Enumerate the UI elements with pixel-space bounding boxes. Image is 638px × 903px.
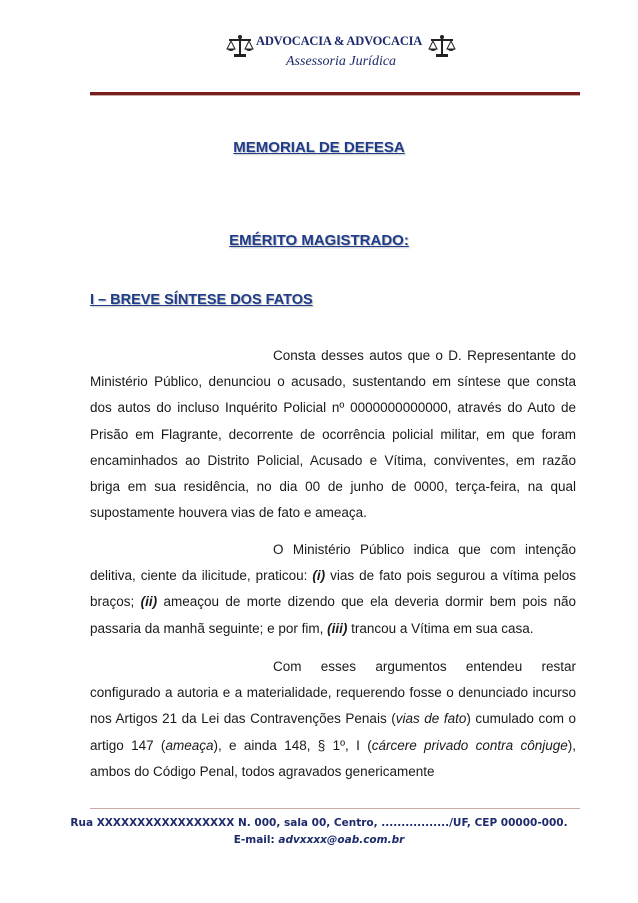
footer-contact	[0, 834, 638, 846]
brand-title: ADVOCACIA & ADVOCACIA	[256, 34, 423, 48]
document-title: MEMORIAL DE DEFESA	[233, 139, 405, 156]
paragraph-2: O Ministério Público indica que com intenção delitiva, ciente da ilicitude, praticou: (i) vias de fato pois segurou a vítima pelos braços; (ii) ameaçou de morte dizendo que ela deveria dormir bem pois não passaria da manhã seguinte; e por fim, (iii) trancou a Vítima em sua casa.	[90, 542, 576, 636]
salutation: EMÉRITO MAGISTRADO:	[229, 232, 409, 249]
email-label: E-mail:	[233, 834, 279, 846]
paragraph-3: Com esses argumentos entendeu restar configurado a autoria e a materialidade, requerendo fosse o denunciado incurso nos Artigos 21 da Lei das Contravenções Penais (vias de fato) cumulado com o artigo 147 (ameaça), e ainda 148, § 1º, I (cárcere privado contra cônjuge), ambos do Código Penal, todos agravados genericamente	[90, 659, 577, 779]
footer-address: Rua XXXXXXXXXXXXXXXXX N. 000, sala 00, Centro, ................./UF, CEP 00000-000.	[70, 817, 568, 829]
email-address[interactable]: advxxxx@oab.com.br	[278, 834, 405, 846]
scales-of-justice-icon	[428, 34, 456, 58]
paragraph-1: Consta desses autos que o D. Representante do Ministério Público, denunciou o acusado, sustentando em síntese que consta dos autos do incluso Inquérito Policial nº 0000000000000, através do Auto de Prisão em Flagrante, decorrente de ocorrência policial militar, em que foram encaminhados ao Distrito Policial, Acusado e Vítima, conviventes, em razão briga em sua residência, no dia 00 de junho de 0000, terça-feira, na qual supostamente houvera vias de fato e ameaça.	[90, 348, 576, 521]
footer-divider	[90, 808, 580, 809]
header-divider	[90, 92, 580, 96]
brand-subtitle: Assessoria Jurídica	[286, 54, 397, 69]
letterhead	[0, 26, 638, 76]
scales-of-justice-icon	[226, 34, 254, 58]
section-heading: I – BREVE SÍNTESE DOS FATOS	[90, 292, 313, 308]
